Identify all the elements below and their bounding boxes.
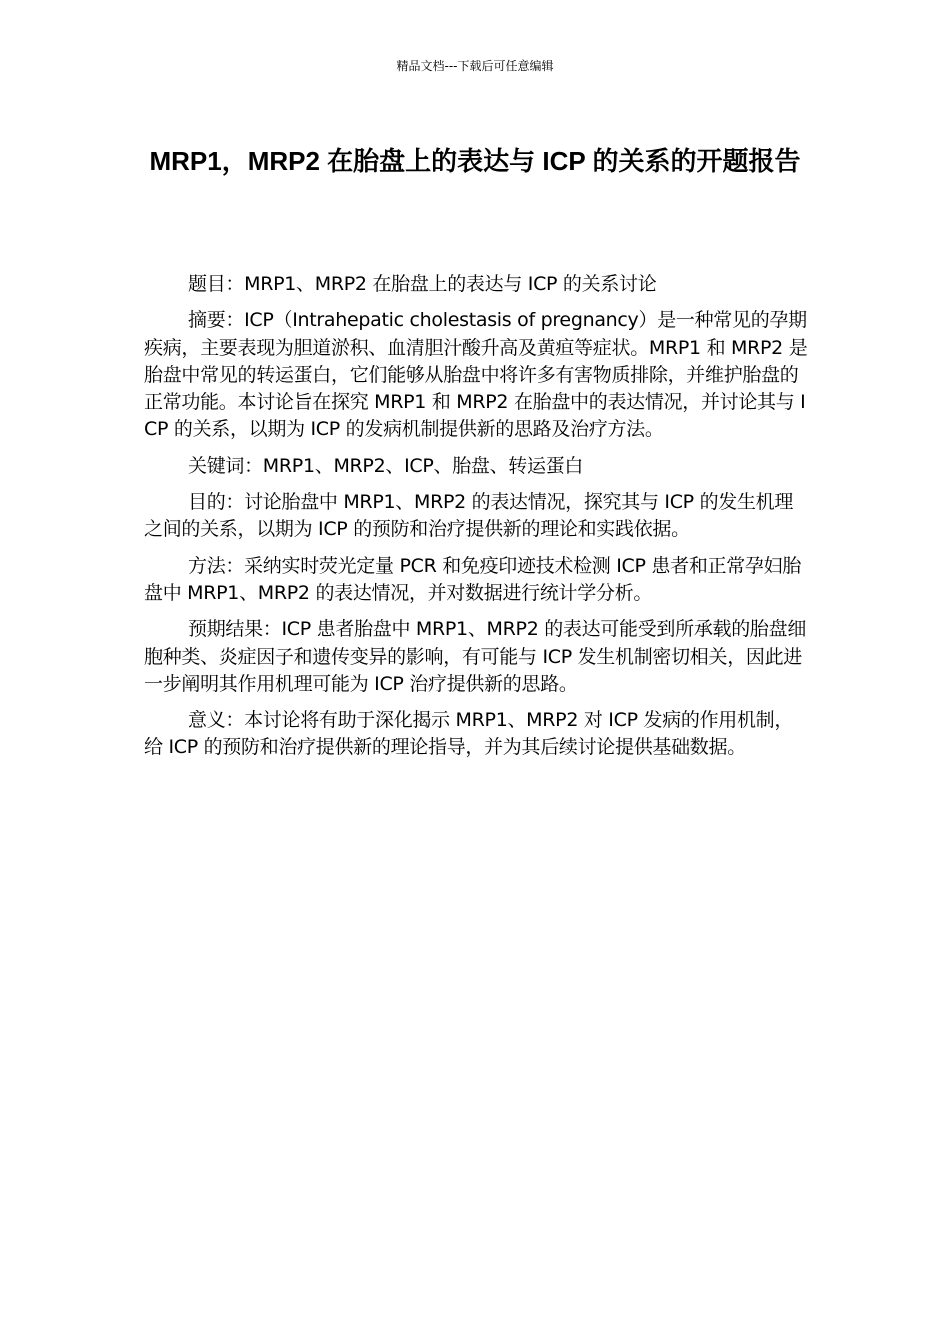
page-header: 精品文档---下载后可任意编辑 (396, 59, 554, 73)
paragraph-methods: 方法：采纳实时荧光定量 PCR 和免疫印迹技术检测 ICP 患者和正常孕妇胎盘中 MRP1、MRP2 的表达情况，并对数据进行统计学分析。 (144, 554, 802, 604)
document-body (144, 271, 808, 771)
paragraph-keywords: 关键词：MRP1、MRP2、ICP、胎盘、转运蛋白 (188, 454, 584, 477)
paragraph-expected-results: 预期结果：ICP 患者胎盘中 MRP1、MRP2 的表达可能受到所承载的胎盘细胞种类、炎症因子和遗传变异的影响，有可能与 ICP 发生机制密切相关，因此进一步阐明其作用机理可能为 ICP 治疗提供新的思路。 (144, 618, 807, 695)
paragraph-topic: 题目：MRP1、MRP2 在胎盘上的表达与 ICP 的关系讨论 (188, 273, 657, 295)
paragraph-objective: 目的：讨论胎盘中 MRP1、MRP2 的表达情况，探究其与 ICP 的发生机理之间的关系，以期为 ICP 的预防和治疗提供新的理论和实践依据。 (144, 491, 794, 541)
paragraph-significance: 意义：本讨论将有助于深化揭示 MRP1、MRP2 对 ICP 发病的作用机制，给 ICP 的预防和治疗提供新的理论指导，并为其后续讨论提供基础数据。 (144, 709, 794, 759)
document-title: MRP1，MRP2 在胎盘上的表达与 ICP 的关系的开题报告 (149, 146, 801, 176)
paragraph-abstract: 摘要：ICP（Intrahepatic cholestasis of pregnancy）是一种常见的孕期疾病，主要表现为胆道淤积、血清胆汁酸升高及黄疸等症状。MRP1 和 MRP2 是胎盘中常见的转运蛋白，它们能够从胎盘中将许多有害物质排除，并维护胎盘的正常功能。本讨论旨在探究 MRP1 和 MRP2 在胎盘中的表达情况，并讨论其与 ICP 的关系，以期为 ICP 的发病机制提供新的思路及治疗方法。 (144, 309, 808, 441)
